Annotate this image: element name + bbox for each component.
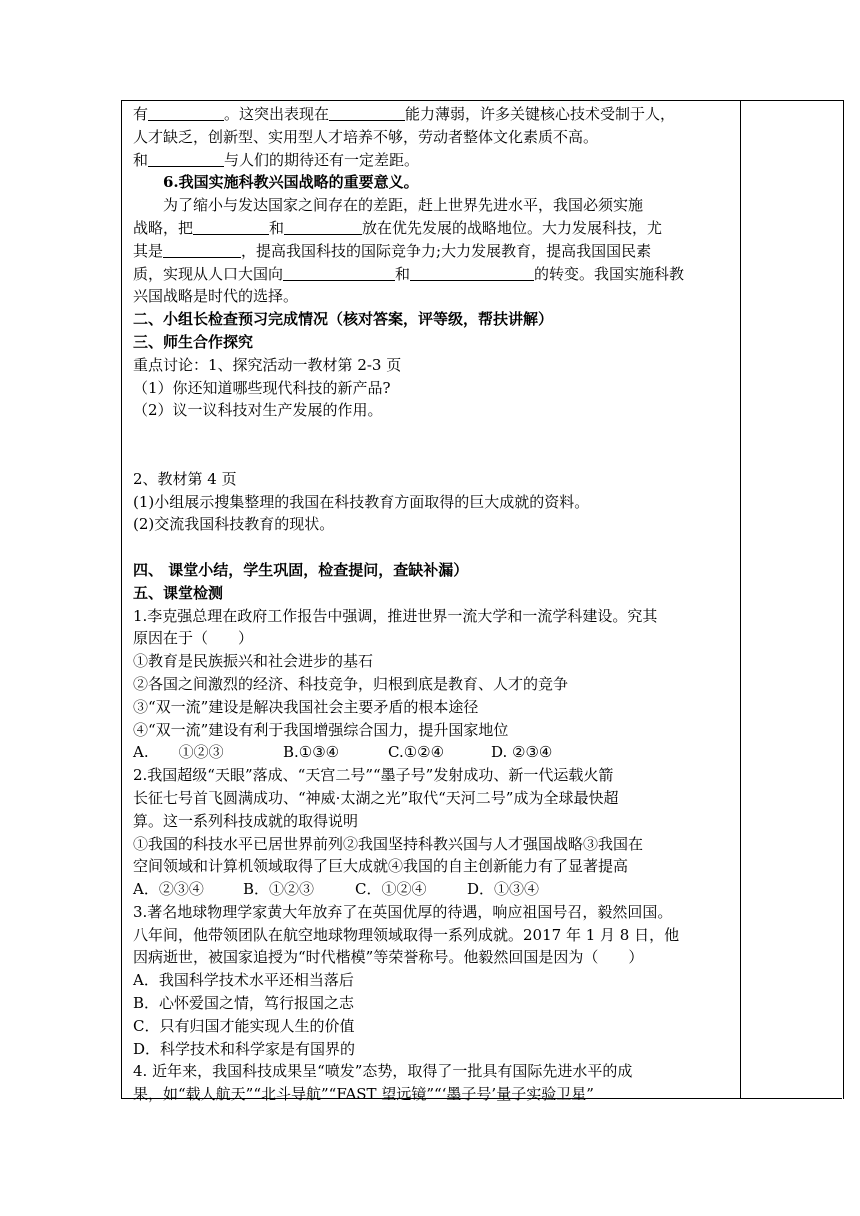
fill-blank[interactable]: [148, 105, 224, 121]
text-line: 重点讨论：1、探究活动一教材第 2-3 页: [133, 355, 402, 374]
lesson-content: [133, 103, 733, 1106]
section-heading: 四、 课堂小结，学生巩固，检查提问，查缺补漏）: [133, 560, 469, 579]
text-line: 质，实现从人口大国向 和 的转变。我国实施科教: [133, 264, 685, 283]
question-text: 因病逝世，被国家追授为“时代楷模”等荣誉称号。他毅然回国是因为（ ）: [133, 948, 644, 967]
spacer: [133, 422, 733, 445]
question-statement: ①我国的科技水平已居世界前列②我国坚持科教兴国与人才强国战略③我国在: [133, 834, 644, 853]
fill-blank[interactable]: [410, 265, 534, 281]
text-line: 兴国战略是时代的选择。: [133, 287, 299, 306]
text-line: 有 。这突出表现在 能力薄弱，许多关键核心技术受制于人，: [133, 105, 676, 123]
question-text: 原因在于（ ）: [133, 629, 254, 648]
option-a: A．我国科学技术水平还相当落后: [133, 971, 354, 990]
option-d: D．①③④: [467, 880, 540, 899]
question-text: 1.李克强总理在政府工作报告中强调，推进世界一流大学和一流学科建设。究其: [133, 606, 658, 625]
option-d: D. ②③④: [491, 743, 553, 762]
question-statement: 空间领域和计算机领域取得了巨大成就④我国的自主创新能力有了显著提高: [133, 857, 629, 876]
question-text: 4. 近年来，我国科技成果呈“喷发”态势，取得了一批具有国际先进水平的成: [133, 1062, 633, 1081]
fill-blank[interactable]: [329, 105, 405, 121]
question-text: 算。这一系列科技成就的取得说明: [133, 811, 359, 830]
subheading: 6.我国实施科教兴国战略的重要意义。: [163, 173, 419, 192]
option-c: C．只有归国才能实现人生的价值: [133, 1016, 355, 1035]
section-heading: 五、课堂检测: [133, 583, 224, 602]
question-statement: ①教育是民族振兴和社会进步的基石: [133, 652, 374, 671]
option-b: B.①③④: [283, 743, 340, 762]
text-line: （2）议一议科技对生产发展的作用。: [133, 401, 383, 420]
fill-blank[interactable]: [148, 151, 224, 167]
text-line: (1)小组展示搜集整理的我国在科技教育方面取得的巨大成就的资料。: [133, 492, 590, 511]
fill-blank[interactable]: [193, 219, 269, 235]
fill-blank[interactable]: [284, 219, 362, 235]
fill-blank[interactable]: [283, 265, 395, 281]
answer-options: [133, 878, 733, 901]
text-line: 其是 ，提高我国科技的国际竞争力;大力发展教育，提高我国国民素: [133, 241, 652, 260]
option-c: C．①②④: [355, 880, 427, 899]
question-text: 果，如“载人航天”“北斗导航”“FAST 望远镜”“‘墨子号’量子实验卫星”: [133, 1085, 594, 1104]
question-text: 2.我国超级“天眼”落成、“天宫二号”“墨子号”发射成功、新一代运载火箭: [133, 766, 614, 785]
answer-options: [133, 741, 733, 764]
option-b: B．①②③: [243, 880, 315, 899]
spacer: [133, 445, 733, 468]
option-a: A．②③④: [133, 880, 204, 899]
spacer: [133, 536, 733, 559]
notes-column: [740, 100, 844, 1099]
question-text: 八年间，他带领团队在航空地球物理领域取得一系列成就。2017 年 1 月 8 日，他: [133, 925, 680, 944]
fill-blank[interactable]: [163, 242, 241, 258]
question-statement: ③“双一流”建设是解决我国社会主要矛盾的根本途径: [133, 697, 479, 716]
question-statement: ②各国之间激烈的经济、科技竞争，归根到底是教育、人才的竞争: [133, 674, 569, 693]
option-c: C.①②④: [388, 743, 445, 762]
text-line: 为了缩小与发达国家之间存在的差距，赶上世界先进水平，我国必须实施: [163, 196, 644, 215]
question-text: 长征七号首飞圆满成功、“神威·太湖之光”取代“天河二号”成为全球最快超: [133, 788, 619, 807]
option-d: D．科学技术和科学家是有国界的: [133, 1039, 356, 1058]
section-heading: 二、小组长检查预习完成情况（核对答案，评等级，帮扶讲解）: [133, 310, 554, 329]
question-statement: ④“双一流”建设有利于我国增强综合国力，提升国家地位: [133, 720, 509, 739]
option-b: B．心怀爱国之情，笃行报国之志: [133, 994, 355, 1013]
option-a: A. ①②③: [133, 743, 224, 762]
text-line: 2、教材第 4 页: [133, 469, 237, 488]
section-heading: 三、师生合作探究: [133, 332, 254, 351]
question-text: 3.著名地球物理学家黄大年放弃了在英国优厚的待遇，响应祖国号召，毅然回国。: [133, 902, 673, 921]
text-line: 人才缺乏，创新型、实用型人才培养不够，劳动者整体文化素质不高。: [133, 127, 599, 146]
text-line: （1）你还知道哪些现代科技的新产品?: [133, 378, 391, 397]
text-line: (2)交流我国科技教育的现状。: [133, 515, 335, 534]
text-line: 和 与人们的期待还有一定差距。: [133, 150, 420, 169]
text-line: 战略，把 和 放在优先发展的战略地位。大力发展科技，尤: [133, 218, 663, 237]
